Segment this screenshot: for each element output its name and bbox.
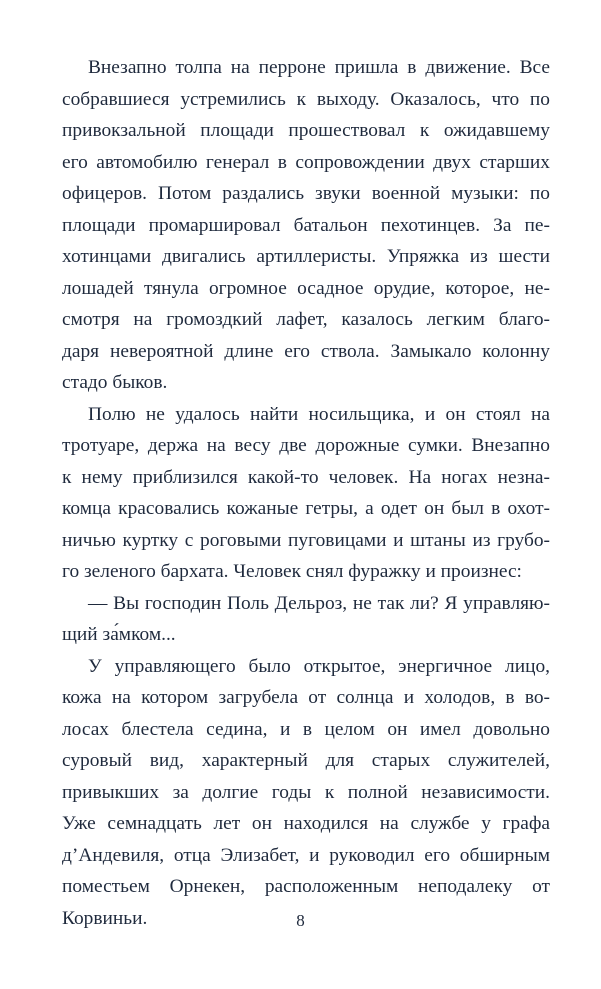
- paragraph: [62, 651, 550, 935]
- text-line: его автомобилю генерал в сопровождении двух старших: [62, 151, 550, 173]
- text-line: Внезапно толпа на перроне пришла в движение. Все: [88, 57, 550, 78]
- text-line: д’Андевиля, отца Элизабет, и руководил его обширным: [62, 844, 550, 866]
- text-line: привокзальной площади прошествовал к ожидавшему: [62, 120, 550, 141]
- text-line: поместьем Орнекен, расположенным неподалеку от: [62, 876, 550, 897]
- paragraph: [62, 52, 550, 399]
- page-number: 8: [296, 911, 305, 930]
- text-line: Корвиньи.: [62, 907, 148, 929]
- text-line: кожа на котором загрубела от солнца и холодов, в во-: [62, 687, 550, 708]
- text-line: суровый вид, характерный для старых служителей,: [62, 750, 550, 771]
- paragraph: [62, 588, 550, 651]
- text-line: даря невероятной длине его ствола. Замыкало колонну: [62, 340, 550, 362]
- text-line: Уже семнадцать лет он находился на службе у графа: [62, 813, 550, 834]
- text-line: площади промаршировал батальон пехотинцев. За пе-: [62, 214, 550, 236]
- text-line: собравшиеся устремились к выходу. Оказалось, что по: [62, 88, 550, 110]
- text-line: смотря на громоздкий лафет, казалось легким благо-: [62, 309, 550, 330]
- text-line: Полю не удалось найти носильщика, и он стоял на: [88, 403, 550, 425]
- text-line: лосах блестела седина, и в целом он имел довольно: [62, 718, 550, 740]
- text-line: — Вы господин Поль Дельроз, не так ли? Я управляю-: [88, 592, 550, 614]
- text-line: го зеленого бархата. Человек снял фуражку и произнес:: [62, 561, 522, 582]
- text-line: лошадей тянула огромное осадное орудие, которое, не-: [62, 277, 550, 299]
- paragraph: [62, 399, 550, 588]
- text-line: тротуаре, держа на весу две дорожные сумки. Внезапно: [62, 435, 550, 456]
- text-line: ничью куртку с роговыми пуговицами и штаны из грубо-: [62, 529, 550, 551]
- text-line: комца красовались кожаные гетры, а одет он был в охот-: [62, 498, 550, 519]
- text-line: привыкших за долгие годы к полной независимости.: [62, 781, 550, 803]
- text-line: офицеров. Потом раздались звуки военной музыки: по: [62, 183, 550, 204]
- text-line: хотинцами двигались артиллеристы. Упряжка из шести: [62, 246, 550, 267]
- body-text: [62, 52, 550, 934]
- text-line: У управляющего было открытое, энергичное лицо,: [88, 655, 550, 677]
- text-line: к нему приблизился какой-то человек. На ногах незна-: [62, 466, 550, 488]
- text-line: щий за́мком...: [62, 624, 176, 645]
- text-line: стадо быков.: [62, 372, 168, 393]
